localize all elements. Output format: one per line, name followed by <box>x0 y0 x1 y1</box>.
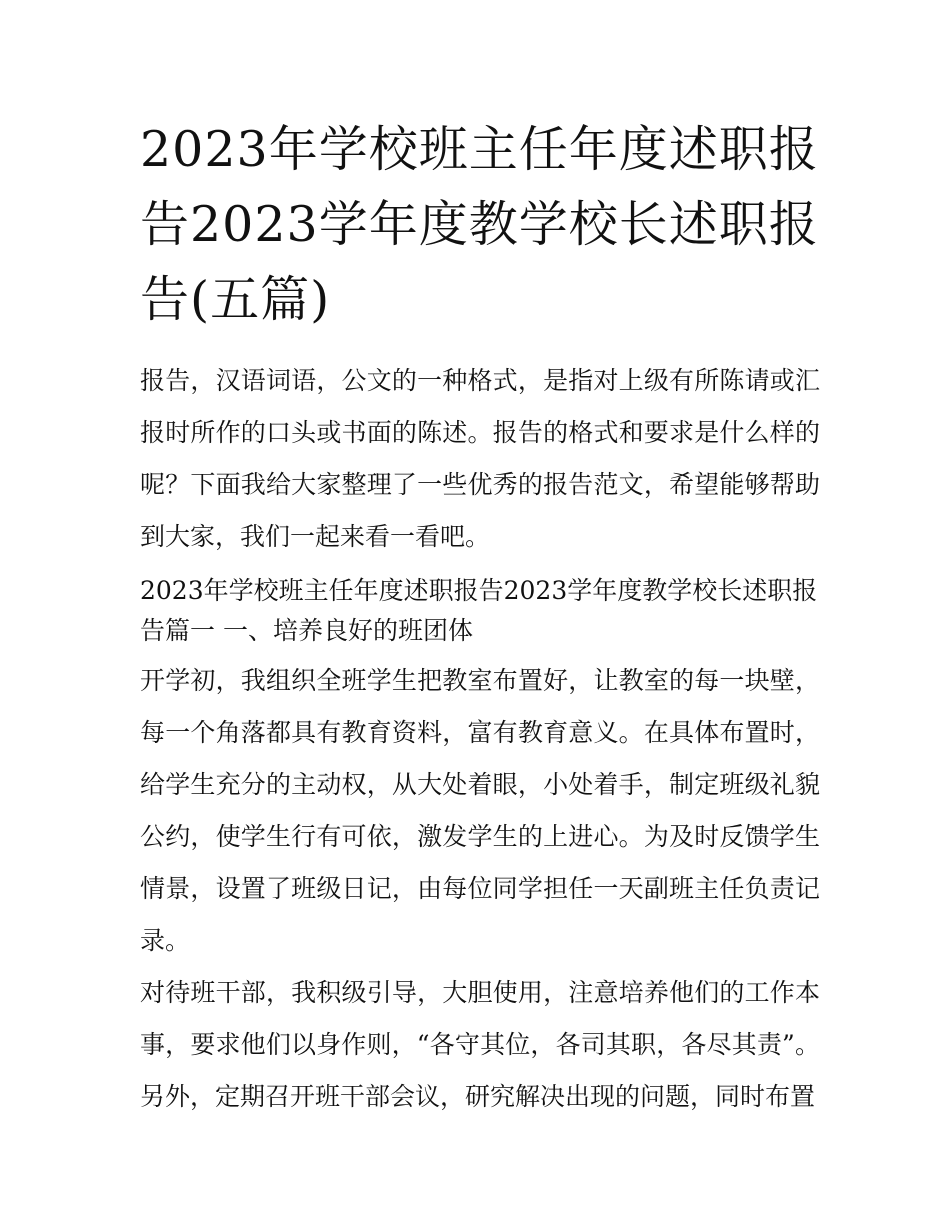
document-title: 2023年学校班主任年度述职报告2023学年度教学校长述职报告(五篇) <box>140 121 819 328</box>
section-heading: 2023年学校班主任年度述职报告2023学年度教学校长述职报告篇一 一、培养良好的班团体 <box>140 576 818 645</box>
body-paragraph: 开学初，我组织全班学生把教室布置好，让教室的每一块壁，每一个角落都具有教育资料，富有教育意义。在具体布置时，给学生充分的主动权，从大处着眼，小处着手，制定班级礼貌公约，使学生行有可依，激发学生的上进心。为及时反馈学生情景，设置了班级日记，由每位同学担任一天副班主任负责记录。 <box>140 666 820 955</box>
document-body <box>140 355 820 1123</box>
intro-paragraph: 报告，汉语词语，公文的一种格式，是指对上级有所陈请或汇报时所作的口头或书面的陈述。报告的格式和要求是什么样的呢？下面我给大家整理了一些优秀的报告范文，希望能够帮助到大家，我们一起来看一看吧。 <box>140 366 820 551</box>
document-page <box>140 0 820 1123</box>
body-paragraph: 对待班干部，我积级引导，大胆使用，注意培养他们的工作本事，要求他们以身作则，“各守其位，各司其职，各尽其责”。另外，定期召开班干部会议，研究解决出现的问题，同时布置 <box>140 978 820 1111</box>
